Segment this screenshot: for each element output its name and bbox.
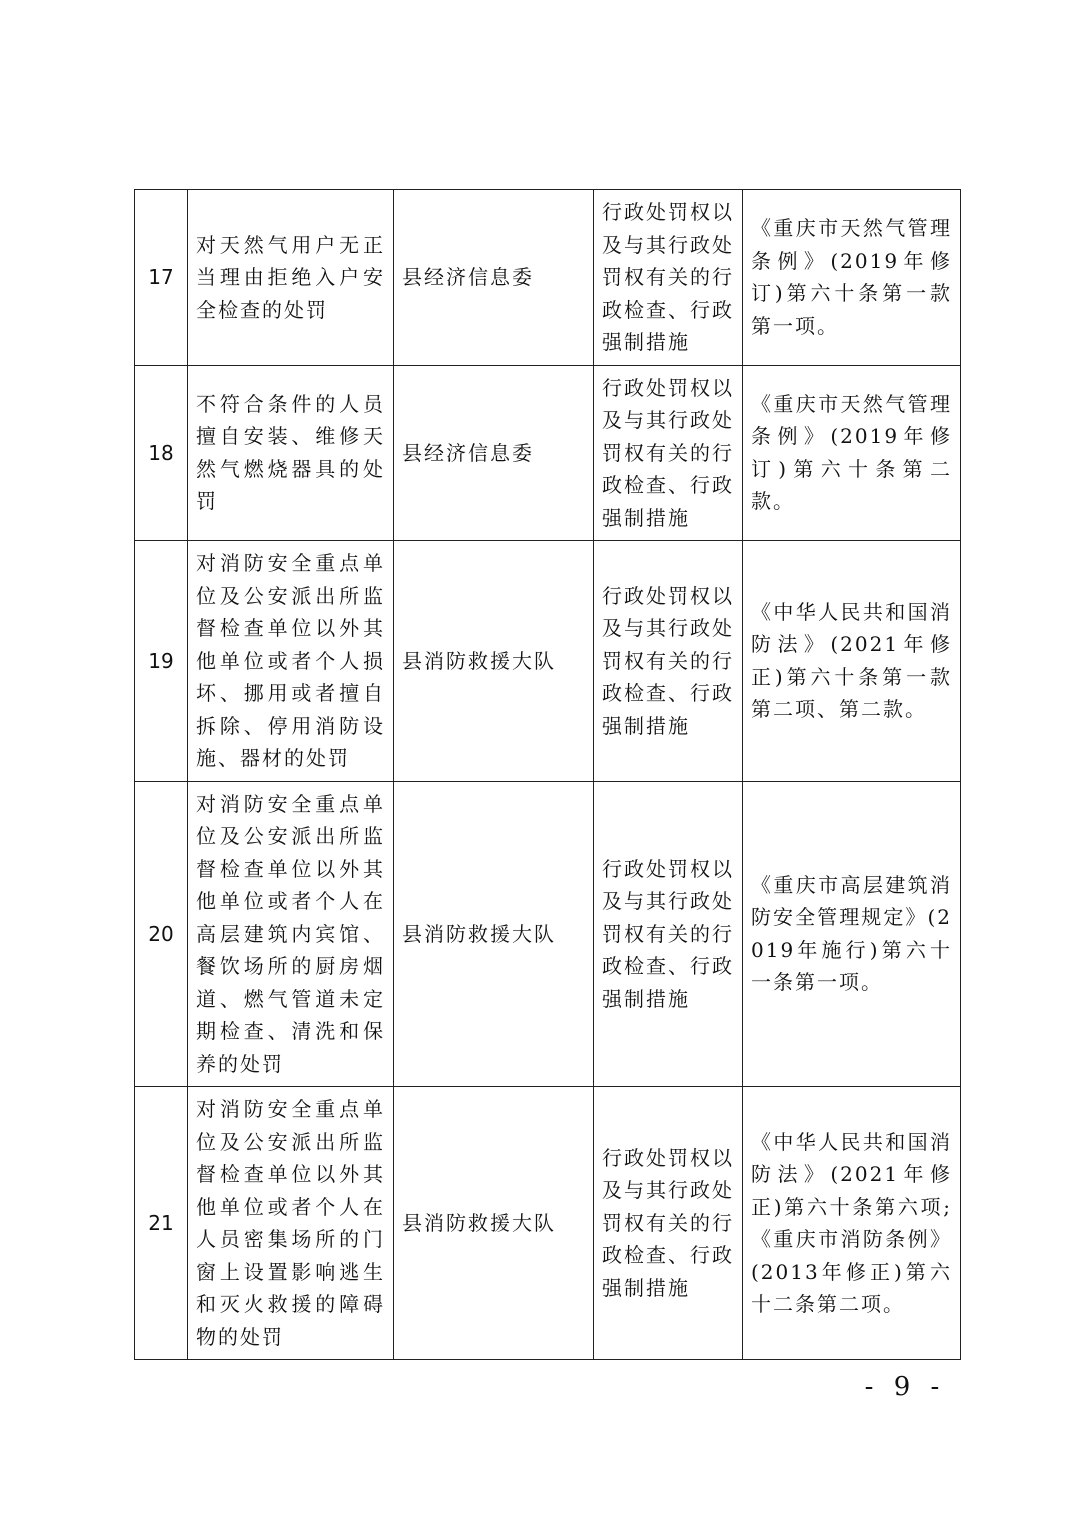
authority-type: 行政处罚权以及与其行政处罚权有关的行政检查、行政强制措施 (594, 190, 743, 366)
table-row (135, 1087, 961, 1360)
department: 县消防救援大队 (394, 541, 594, 782)
table-row (135, 190, 961, 366)
row-number: 19 (135, 541, 188, 782)
row-number: 17 (135, 190, 188, 366)
item-name: 对消防安全重点单位及公安派出所监督检查单位以外其他单位或者个人在人员密集场所的门窗上设置影响逃生和灭火救援的障碍物的处罚 (188, 1087, 394, 1360)
legal-basis: 《中华人民共和国消防法》(2021年修正)第六十条第六项;《重庆市消防条例》(2013年修正)第六十二条第二项。 (743, 1087, 961, 1360)
page-number: - 9 - (864, 1372, 946, 1402)
table-row (135, 365, 961, 541)
department: 县消防救援大队 (394, 1087, 594, 1360)
item-name: 不符合条件的人员擅自安装、维修天然气燃烧器具的处罚 (188, 365, 394, 541)
authority-table (134, 189, 961, 1360)
department: 县消防救援大队 (394, 781, 594, 1087)
table-row (135, 781, 961, 1087)
department: 县经济信息委 (394, 190, 594, 366)
row-number: 20 (135, 781, 188, 1087)
department: 县经济信息委 (394, 365, 594, 541)
legal-basis: 《重庆市高层建筑消防安全管理规定》(2019年施行)第六十一条第一项。 (743, 781, 961, 1087)
legal-basis: 《重庆市天然气管理条例》(2019年修订)第六十条第二款。 (743, 365, 961, 541)
authority-type: 行政处罚权以及与其行政处罚权有关的行政检查、行政强制措施 (594, 541, 743, 782)
row-number: 21 (135, 1087, 188, 1360)
authority-type: 行政处罚权以及与其行政处罚权有关的行政检查、行政强制措施 (594, 781, 743, 1087)
legal-basis: 《重庆市天然气管理条例》(2019年修订)第六十条第一款第一项。 (743, 190, 961, 366)
row-number: 18 (135, 365, 188, 541)
item-name: 对天然气用户无正当理由拒绝入户安全检查的处罚 (188, 190, 394, 366)
item-name: 对消防安全重点单位及公安派出所监督检查单位以外其他单位或者个人损坏、挪用或者擅自拆除、停用消防设施、器材的处罚 (188, 541, 394, 782)
authority-type: 行政处罚权以及与其行政处罚权有关的行政检查、行政强制措施 (594, 365, 743, 541)
table-row (135, 541, 961, 782)
authority-type: 行政处罚权以及与其行政处罚权有关的行政检查、行政强制措施 (594, 1087, 743, 1360)
legal-basis: 《中华人民共和国消防法》(2021年修正)第六十条第一款第二项、第二款。 (743, 541, 961, 782)
item-name: 对消防安全重点单位及公安派出所监督检查单位以外其他单位或者个人在高层建筑内宾馆、餐饮场所的厨房烟道、燃气管道未定期检查、清洗和保养的处罚 (188, 781, 394, 1087)
